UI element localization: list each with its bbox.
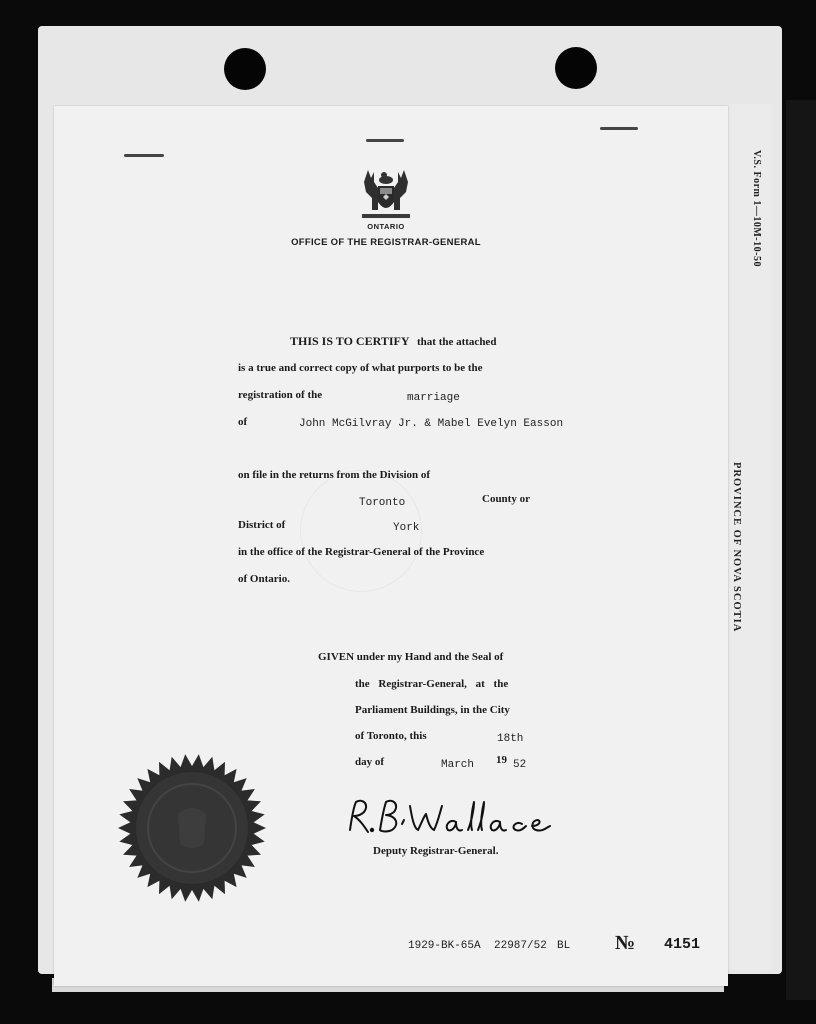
given-line-4: of Toronto, this	[355, 730, 427, 742]
staple-mark	[366, 139, 404, 142]
province-label: PROVINCE OF NOVA SCOTIA	[731, 462, 742, 633]
year-prefix: 19	[496, 754, 507, 766]
punch-hole-left	[224, 48, 266, 90]
month-value: March	[441, 759, 475, 771]
certify-line-3: registration of the	[238, 389, 323, 401]
office-heading: OFFICE OF THE REGISTRAR-GENERAL	[291, 237, 481, 248]
district-label: District of	[238, 519, 286, 531]
staple-mark	[124, 154, 164, 157]
event-type-value: marriage	[407, 392, 460, 404]
signature-drawing	[344, 796, 554, 838]
binding-strip	[786, 100, 816, 1000]
of-label: of	[238, 416, 248, 428]
number-symbol: №	[615, 932, 636, 954]
year-suffix: 52	[513, 759, 527, 771]
certificate-number: 4151	[664, 936, 701, 953]
clerk-initials: BL	[557, 940, 571, 952]
names-value: John McGilvray Jr. & Mabel Evelyn Easson	[299, 418, 564, 430]
reference-number: 1929-BK-65A	[408, 940, 481, 952]
ontario-crest-icon	[354, 164, 418, 224]
certify-lead: THIS IS TO CERTIFY	[290, 334, 410, 348]
given-line-1: GIVEN under my Hand and the Seal of	[318, 651, 504, 663]
file-number: 22987/52	[494, 940, 547, 952]
day-of-label: day of	[355, 756, 385, 768]
day-value: 18th	[497, 733, 524, 745]
certify-rest: that the attached	[417, 336, 497, 348]
form-number-label: V.S. Form 1—10M-10-50	[751, 150, 762, 267]
county-label: County or	[482, 493, 530, 505]
certify-line-2: is a true and correct copy of what purports to be the	[238, 362, 483, 374]
embossed-seal-icon	[116, 752, 268, 904]
province-line: of Ontario.	[238, 573, 290, 585]
district-value: York	[393, 522, 420, 534]
county-value: Toronto	[359, 497, 406, 509]
punch-hole-right	[555, 47, 597, 89]
signer-title: Deputy Registrar-General.	[373, 845, 499, 857]
ontario-heading: ONTARIO	[367, 222, 405, 231]
given-line-3: Parliament Buildings, in the City	[355, 704, 510, 716]
given-line-2: the Registrar-General, at the	[355, 678, 509, 690]
office-line: in the office of the Registrar-General of the Province	[238, 546, 485, 558]
staple-mark	[600, 127, 638, 130]
division-line: on file in the returns from the Division of	[238, 469, 431, 481]
